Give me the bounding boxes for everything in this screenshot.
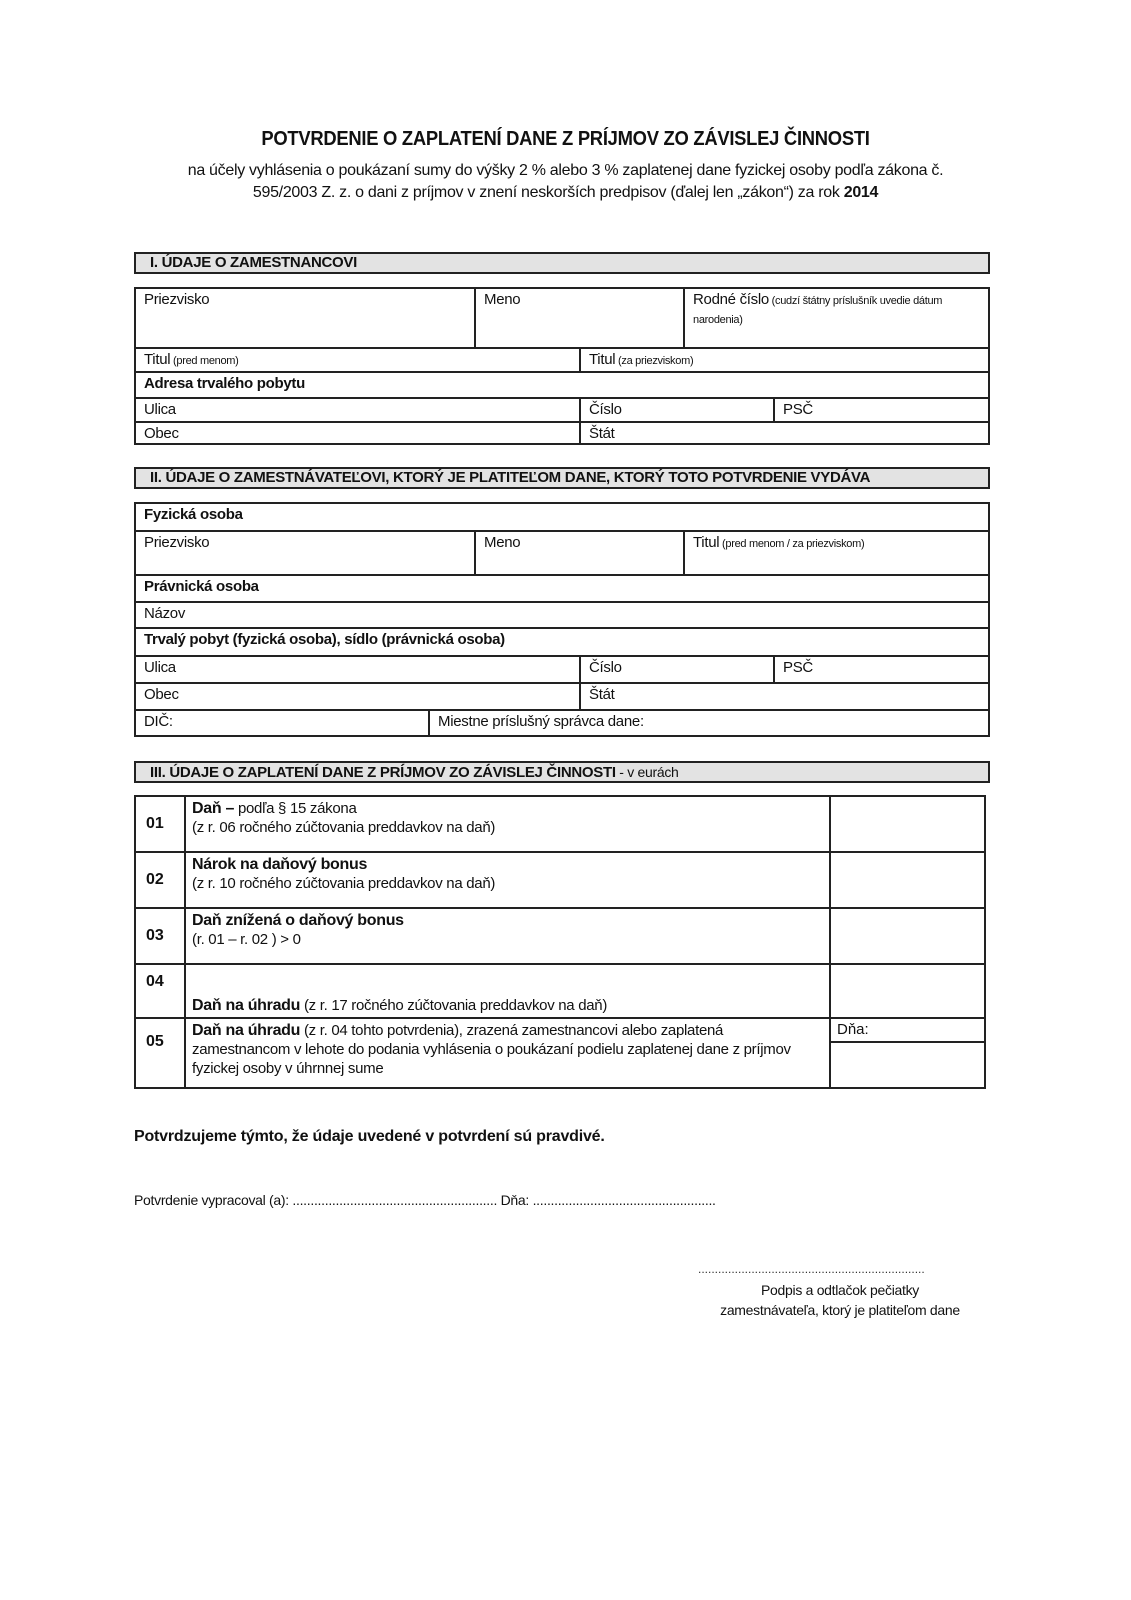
row-title: Daň na úhradu — [192, 997, 301, 1014]
tax-year: 2014 — [843, 184, 879, 201]
row-02-value-field[interactable] — [831, 853, 984, 907]
row-05-date-field[interactable]: Dňa: — [831, 1019, 984, 1043]
label: Štát — [589, 686, 615, 703]
table-row — [136, 797, 984, 851]
row-text: (z r. 04 tohto potvrdenia), zrazená zamestnancovi alebo zaplatená zamestnancom v lehote do podania vyhlásenia o poukázaní podielu zaplatenej dane z príjmov fyzickej osoby v úhrnnej sume — [192, 1022, 791, 1077]
label: Titul — [144, 351, 171, 368]
section-2-heading: II. ÚDAJE O ZAMESTNÁVATEĽOVI, KTORÝ JE PLATITEĽOM DANE, KTORÝ TOTO POTVRDENIE VYDÁVA — [134, 467, 990, 489]
heading-text: III. ÚDAJE O ZAPLATENÍ DANE Z PRÍJMOV ZO ZÁVISLEJ ČINNOSTI — [150, 764, 616, 781]
section-1-heading: I. ÚDAJE O ZAMESTNANCOVI — [134, 252, 990, 274]
row-note: (z r. 06 ročného zúčtovania preddavkov na daň) — [192, 819, 496, 836]
label: Meno — [484, 291, 521, 308]
employee-name-field[interactable] — [474, 289, 683, 347]
label: PSČ — [783, 401, 813, 418]
employer-city-field[interactable] — [136, 684, 579, 709]
label: Titul — [589, 351, 616, 368]
row-number: 02 — [136, 853, 186, 907]
table-row — [136, 1017, 984, 1087]
row-03-value-field[interactable] — [831, 909, 984, 963]
row-text: podľa § 15 zákona — [234, 800, 357, 817]
row-number: 01 — [136, 797, 186, 851]
note: (za priezviskom) — [615, 355, 694, 367]
employee-surname-field[interactable] — [136, 289, 474, 347]
employee-number-field[interactable] — [579, 399, 773, 421]
label: Miestne príslušný správca dane: — [438, 713, 644, 730]
label: Názov — [144, 605, 186, 622]
label: Titul — [693, 534, 720, 551]
employer-grid — [134, 502, 990, 737]
employer-zip-field[interactable] — [773, 657, 988, 682]
document-title: POTVRDENIE O ZAPLATENÍ DANE Z PRÍJMOV ZO ZÁVISLEJ ČINNOSTI — [261, 128, 870, 150]
signature-line[interactable]: .................................................................... — [698, 1262, 925, 1276]
employee-birth-number-field[interactable] — [683, 289, 988, 347]
employer-name-field[interactable] — [474, 532, 683, 574]
signature-label — [690, 1280, 990, 1320]
label: Priezvisko — [144, 534, 210, 551]
row-title: Daň na úhradu — [192, 1022, 301, 1039]
employer-country-field[interactable] — [579, 684, 988, 709]
subtitle-line-1: na účely vyhlásenia o poukázaní sumy do výšky 2 % alebo 3 % zaplatenej dane fyzickej osoby podľa zákona č. — [187, 162, 944, 179]
table-row — [136, 963, 984, 1017]
signature-label-line-1: Podpis a odtlačok pečiatky — [761, 1282, 919, 1298]
note: (pred menom) — [170, 355, 239, 367]
prepared-by-line[interactable]: Potvrdenie vypracoval (a): ......................................................... Dňa: ................................................... — [134, 1192, 716, 1208]
row-number: 04 — [136, 965, 186, 1017]
label: Obec — [144, 425, 179, 442]
label: Číslo — [589, 401, 622, 418]
employee-title-after-field[interactable] — [579, 349, 988, 371]
employee-country-field[interactable] — [579, 423, 988, 443]
section-3-heading — [134, 761, 990, 783]
employer-company-name-field[interactable] — [136, 603, 988, 627]
label: Obec — [144, 686, 179, 703]
employee-street-field[interactable] — [136, 399, 579, 421]
employer-tax-id-field[interactable] — [136, 711, 428, 735]
residence-subheading: Trvalý pobyt (fyzická osoba), sídlo (právnická osoba) — [144, 631, 505, 648]
address-subheading: Adresa trvalého pobytu — [144, 375, 305, 392]
label: PSČ — [783, 659, 813, 676]
tax-payment-table — [134, 795, 986, 1089]
row-description — [186, 1019, 831, 1087]
row-description — [186, 909, 831, 963]
label: Meno — [484, 534, 521, 551]
row-title: Daň – — [192, 800, 235, 817]
table-row — [136, 851, 984, 907]
employer-title-field[interactable] — [683, 532, 988, 574]
label: DIČ: — [144, 713, 173, 730]
row-note: (z r. 10 ročného zúčtovania preddavkov na daň) — [192, 875, 496, 892]
row-number: 05 — [136, 1019, 186, 1087]
employee-zip-field[interactable] — [773, 399, 988, 421]
employer-surname-field[interactable] — [136, 532, 474, 574]
row-05-value-cell — [831, 1019, 984, 1087]
employer-number-field[interactable] — [579, 657, 773, 682]
tax-office-field[interactable] — [428, 711, 988, 735]
row-number: 03 — [136, 909, 186, 963]
legal-person-subheading: Právnická osoba — [144, 578, 259, 595]
label: Štát — [589, 425, 615, 442]
row-text: (z r. 17 ročného zúčtovania preddavkov na daň) — [300, 997, 608, 1014]
row-description — [186, 797, 831, 851]
row-04-value-field[interactable] — [831, 965, 984, 1017]
row-note: (r. 01 – r. 02 ) > 0 — [192, 931, 301, 948]
label: Ulica — [144, 401, 176, 418]
row-description — [186, 853, 831, 907]
row-description — [186, 965, 831, 1017]
employer-street-field[interactable] — [136, 657, 579, 682]
heading-suffix: - v eurách — [615, 764, 679, 780]
row-title: Nárok na daňový bonus — [192, 856, 368, 873]
employee-city-field[interactable] — [136, 423, 579, 443]
employee-grid — [134, 287, 990, 445]
table-row — [136, 907, 984, 963]
label: Číslo — [589, 659, 622, 676]
label: Ulica — [144, 659, 176, 676]
subtitle-line-2: 595/2003 Z. z. o dani z príjmov v znení neskorších predpisov (ďalej len „zákon“) za rok — [252, 184, 844, 201]
label: Rodné číslo — [693, 291, 769, 308]
natural-person-subheading: Fyzická osoba — [144, 506, 243, 523]
employee-title-before-field[interactable] — [136, 349, 579, 371]
row-title: Daň znížená o daňový bonus — [192, 912, 404, 929]
note: (cudzí štátny príslušník uvedie dátum narodenia) — [693, 295, 943, 326]
note: (pred menom / za priezviskom) — [719, 538, 865, 550]
row-01-value-field[interactable] — [831, 797, 984, 851]
row-05-value-field[interactable] — [831, 1043, 984, 1083]
document-subtitle — [130, 160, 1001, 204]
confirmation-statement: Potvrdzujeme týmto, že údaje uvedené v potvrdení sú pravdivé. — [134, 1128, 605, 1145]
signature-label-line-2: zamestnávateľa, ktorý je platiteľom dane — [720, 1302, 960, 1318]
label: Priezvisko — [144, 291, 210, 308]
